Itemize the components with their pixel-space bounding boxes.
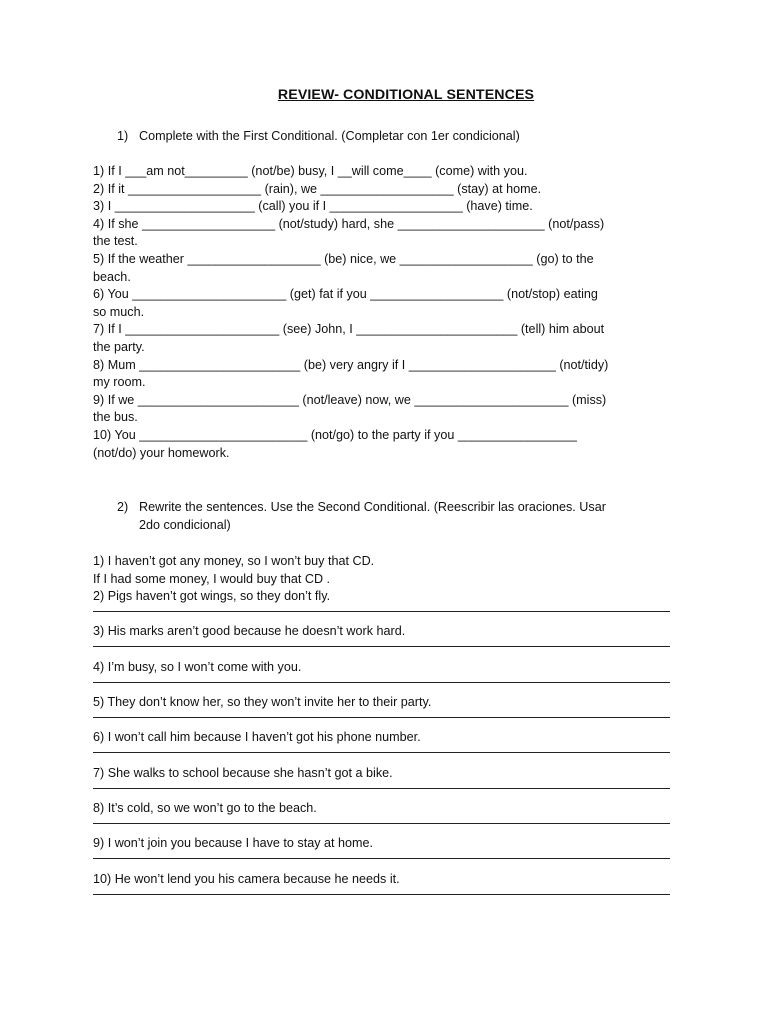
answer-line[interactable] [93,646,670,647]
rewrite-sentence: 2) Pigs haven’t got wings, so they don’t fly. [93,589,331,604]
exercise-1-line: beach. [93,269,131,284]
exercise-1-line: the party. [93,339,145,354]
exercise-2-instruction-line2: 2do condicional) [139,517,231,532]
rewrite-sentence: 4) I’m busy, so I won’t come with you. [93,659,302,674]
exercise-1-line: 4) If she ___________________ (not/study) hard, she _____________________ (not/pass) [93,216,605,231]
exercise-1-line: 2) If it ___________________ (rain), we ___________________ (stay) at home. [93,181,542,196]
exercise-1-line: (not/do) your homework. [93,445,230,460]
rewrite-sentence: 5) They don’t know her, so they won’t invite her to their party. [93,695,432,710]
exercise-2-instruction-line1: Rewrite the sentences. Use the Second Conditional. (Reescribir las oraciones. Usar [139,500,606,514]
rewrite-sentence: 8) It’s cold, so we won’t go to the beach. [93,800,317,815]
rewrite-item [93,729,670,764]
exercise-1-line: 5) If the weather ___________________ (be) nice, we ___________________ (go) to the [93,251,594,266]
exercise-1-line: 6) You ______________________ (get) fat if you ___________________ (not/stop) eating [93,287,598,302]
answer-line[interactable] [93,788,670,789]
exercise-2-instruction [117,499,677,534]
rewrite-item [93,871,670,906]
exercise-1-line: the bus. [93,410,138,425]
exercise-1-line: my room. [93,375,146,390]
exercise-1-lines [93,163,668,462]
answer-line[interactable] [93,894,670,895]
rewrite-sentence: 7) She walks to school because she hasn’t got a bike. [93,765,393,780]
exercise-1-line: 7) If I ______________________ (see) John, I _______________________ (tell) him about [93,322,605,337]
rewrite-item [93,800,670,835]
exercise-1-line: 10) You ________________________ (not/go) to the party if you _________________ [93,427,577,442]
exercise-1-instruction-text: Complete with the First Conditional. (Completar con 1er condicional) [139,129,520,143]
answer-line[interactable] [93,611,670,612]
rewrite-sentence: 6) I won’t call him because I haven’t got his phone number. [93,730,421,745]
rewrite-item [93,659,670,694]
example-answer: If I had some money, I would buy that CD . [93,571,331,586]
exercise-2-number: 2) [117,500,129,514]
exercise-1-instruction [117,128,677,146]
exercise-2-items [93,553,670,906]
rewrite-item [93,835,670,870]
exercise-1-line: 1) If I ___am not_________ (not/be) busy, I __will come____ (come) with you. [93,164,528,178]
exercise-1-line: 3) I ____________________ (call) you if I ___________________ (have) time. [93,199,533,214]
rewrite-item [93,765,670,800]
answer-line[interactable] [93,858,670,859]
rewrite-item [93,694,670,729]
exercise-1-line: 9) If we _______________________ (not/leave) now, we ______________________ (miss) [93,392,607,407]
answer-line[interactable] [93,682,670,683]
rewrite-sentence: 3) His marks aren’t good because he doesn’t work hard. [93,624,406,639]
example-question: 1) I haven’t got any money, so I won’t buy that CD. [93,554,375,568]
exercise-1-line: so much. [93,304,145,319]
page-title: REVIEW- CONDITIONAL SENTENCES [277,87,535,103]
rewrite-sentence: 9) I won’t join you because I have to stay at home. [93,836,374,851]
rewrite-item [93,588,670,623]
exercise-1-line: the test. [93,234,138,249]
rewrite-sentence: 10) He won’t lend you his camera because he needs it. [93,871,400,886]
answer-line[interactable] [93,717,670,718]
answer-line[interactable] [93,823,670,824]
exercise-1-line: 8) Mum _______________________ (be) very angry if I _____________________ (not/tidy) [93,357,609,372]
exercise-1-number: 1) [117,129,129,143]
answer-line[interactable] [93,752,670,753]
rewrite-item [93,623,670,658]
